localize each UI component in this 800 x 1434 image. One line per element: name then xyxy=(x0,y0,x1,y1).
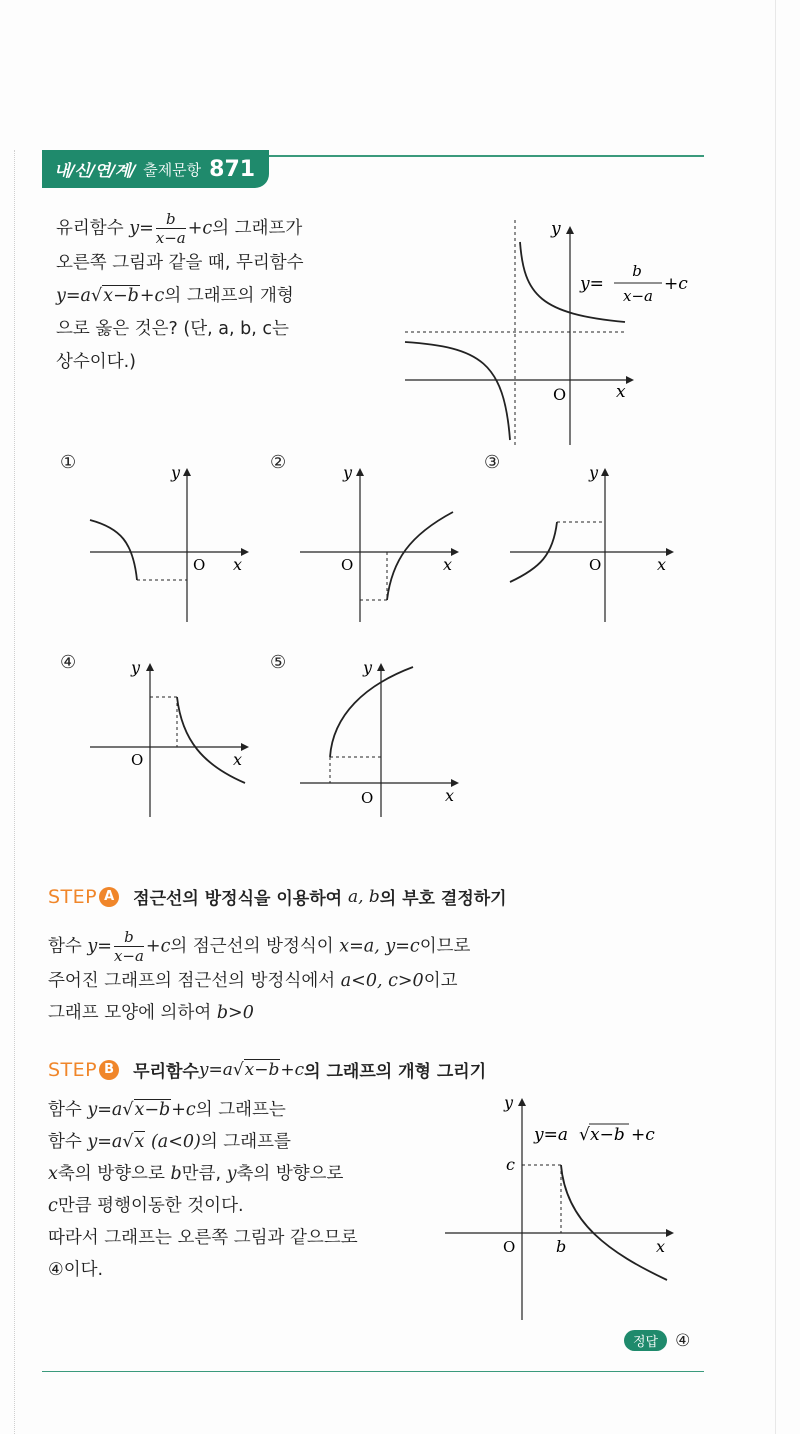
x-label: x xyxy=(443,555,453,574)
problem-badge xyxy=(42,150,269,188)
curve xyxy=(330,667,413,757)
series-label: 내/신/연/계/ xyxy=(54,160,136,180)
solution-graph xyxy=(440,1088,690,1324)
math: +c xyxy=(145,936,171,957)
math: (a<0) xyxy=(145,1132,201,1152)
text: 그래프 모양에 의하여 xyxy=(48,1003,217,1023)
math: y=a xyxy=(87,1100,123,1120)
step-b-line-3 xyxy=(48,1158,358,1190)
text: 무리함수 xyxy=(133,1062,199,1082)
y-label: y xyxy=(504,1093,514,1112)
problem-line-2: 오른쪽 그림과 같을 때, 무리함수 xyxy=(56,253,304,273)
x-label: x xyxy=(656,1237,666,1256)
math: c xyxy=(48,1196,58,1216)
step-label: STEP xyxy=(48,1058,98,1081)
radicand: x xyxy=(134,1132,145,1152)
step-a-body xyxy=(48,928,470,1029)
text: 의 그래프의 개형 xyxy=(164,286,294,306)
math: a<0, c>0 xyxy=(340,971,424,991)
problem-line-4: 으로 옳은 것은? (단, a, b, c는 xyxy=(56,319,289,339)
footer-rule xyxy=(42,1371,704,1372)
step-label: STEP xyxy=(48,885,98,908)
equation-rhs: +c xyxy=(664,274,688,294)
denominator: x−a xyxy=(155,229,186,247)
step-a-line-1 xyxy=(48,928,470,965)
math: a, b xyxy=(347,886,380,907)
equation-radicand: x−b xyxy=(590,1125,625,1145)
step-a-line-2 xyxy=(48,965,470,997)
x-axis-label: x xyxy=(616,382,626,402)
y-axis-arrow xyxy=(146,663,154,671)
text: 만큼, xyxy=(181,1164,227,1184)
answer-badge: 정답 xyxy=(624,1330,667,1351)
step-b-line-1 xyxy=(48,1094,358,1126)
fraction xyxy=(156,210,186,247)
choice-3-graph[interactable] xyxy=(505,460,680,630)
y-label: y xyxy=(343,463,353,482)
choice-2-mark[interactable]: ② xyxy=(270,452,287,473)
b-label: b xyxy=(556,1237,567,1256)
step-b-title xyxy=(48,1057,486,1082)
origin-label: O xyxy=(553,385,567,404)
math: y xyxy=(226,1164,237,1184)
text: 의 그래프는 xyxy=(195,1100,286,1120)
hyperbola-graph xyxy=(400,210,700,450)
text: 의 그래프를 xyxy=(200,1132,291,1152)
x-label: x xyxy=(233,555,243,574)
choice-1-graph[interactable] xyxy=(85,460,255,630)
step-b-line-6: ④이다. xyxy=(48,1260,104,1280)
math: y= xyxy=(129,218,154,239)
origin-label: O xyxy=(131,751,144,769)
math: y= xyxy=(87,936,112,957)
text: 축의 방향으로 xyxy=(236,1164,344,1184)
step-letter-badge: B xyxy=(99,1060,119,1080)
radicand: x−b xyxy=(134,1100,171,1120)
text: 의 그래프가 xyxy=(212,218,303,239)
x-axis-arrow xyxy=(241,743,249,751)
y-label: y xyxy=(589,463,599,482)
origin-label: O xyxy=(589,556,602,574)
x-axis-arrow xyxy=(626,376,634,384)
origin-label: O xyxy=(341,556,354,574)
y-axis-arrow xyxy=(356,468,364,476)
origin-label: O xyxy=(503,1238,516,1256)
radicand: x−b xyxy=(244,1060,280,1080)
sqrt-symbol: √ xyxy=(122,1100,134,1120)
choice-3-mark[interactable]: ③ xyxy=(484,452,501,473)
origin-label: O xyxy=(361,789,374,807)
x-axis-arrow xyxy=(666,1229,674,1237)
choice-5-graph[interactable] xyxy=(295,655,465,825)
text: 이고 xyxy=(423,971,458,991)
problem-number: 871 xyxy=(209,156,256,182)
equation-numerator: b xyxy=(632,262,642,280)
step-letter-badge: A xyxy=(99,887,119,907)
text: 이므로 xyxy=(419,936,471,957)
page-edge xyxy=(775,0,776,1434)
y-label: y xyxy=(171,463,181,482)
math: +c xyxy=(139,286,165,306)
fraction xyxy=(114,928,144,965)
y-label: y xyxy=(131,658,141,677)
margin-dotted-line xyxy=(14,150,15,1434)
x-axis-arrow xyxy=(451,548,459,556)
x-label: x xyxy=(233,750,243,769)
step-b-body xyxy=(48,1094,358,1286)
y-axis-arrow xyxy=(183,468,191,476)
text: 의 점근선의 방정식이 xyxy=(170,936,340,957)
step-a-title xyxy=(48,884,507,909)
x-axis-arrow xyxy=(241,548,249,556)
choice-1-mark[interactable]: ① xyxy=(60,452,77,473)
text: 함수 xyxy=(48,1132,88,1152)
text: 축의 방향으로 xyxy=(57,1164,171,1184)
text: 만큼 평행이동한 것이다. xyxy=(57,1196,244,1216)
step-b-line-2 xyxy=(48,1126,358,1158)
math: +c xyxy=(187,218,213,239)
numerator: b xyxy=(165,210,176,228)
text: 유리함수 xyxy=(56,218,130,239)
problem-statement xyxy=(56,210,376,379)
choice-4-mark[interactable]: ④ xyxy=(60,652,77,673)
step-a-line-3 xyxy=(48,997,470,1029)
sqrt-symbol: √ xyxy=(579,1125,590,1145)
hyperbola-left-branch xyxy=(405,342,510,440)
curve xyxy=(561,1165,667,1280)
answer-value: ④ xyxy=(675,1330,691,1351)
hyperbola-right-branch xyxy=(520,242,625,322)
math: b>0 xyxy=(216,1003,254,1023)
step-b-line-5: 따라서 그래프는 오른쪽 그림과 같으므로 xyxy=(48,1228,358,1248)
math: +c xyxy=(280,1059,305,1080)
y-axis-arrow xyxy=(377,663,385,671)
choice-4-graph[interactable] xyxy=(85,655,255,825)
y-axis-arrow xyxy=(566,226,574,234)
x-axis-arrow xyxy=(666,548,674,556)
equation-lhs: y= xyxy=(580,274,604,294)
math: y=a xyxy=(56,286,91,306)
text: 함수 xyxy=(48,1100,88,1120)
equation-lhs: y=a xyxy=(534,1125,568,1145)
curve xyxy=(90,520,137,580)
problem-line-5: 상수이다.) xyxy=(56,352,137,372)
numerator: b xyxy=(124,928,134,946)
x-label: x xyxy=(657,555,667,574)
problem-line-3 xyxy=(56,280,376,313)
x-label: x xyxy=(445,786,455,805)
kind-label: 출제문항 xyxy=(143,160,202,179)
radicand: x−b xyxy=(103,286,139,306)
curve xyxy=(177,697,245,783)
problem-line-1 xyxy=(56,210,376,247)
equation-denominator: x−a xyxy=(623,287,653,305)
origin-label: O xyxy=(193,556,206,574)
text: 주어진 그래프의 점근선의 방정식에서 xyxy=(48,971,341,991)
step-b-line-4 xyxy=(48,1190,358,1222)
choice-2-graph[interactable] xyxy=(295,460,465,630)
denominator: x−a xyxy=(113,947,144,965)
math: +c xyxy=(171,1100,196,1120)
sqrt-symbol: √ xyxy=(122,1132,134,1152)
answer xyxy=(624,1330,690,1351)
sqrt-symbol: √ xyxy=(90,286,103,306)
math: b xyxy=(170,1164,182,1184)
text: 함수 xyxy=(48,936,88,957)
math: y=a xyxy=(198,1059,233,1080)
c-label: c xyxy=(506,1155,515,1174)
y-axis-arrow xyxy=(518,1098,526,1106)
text: 의 그래프의 개형 그리기 xyxy=(304,1062,487,1082)
text: 의 부호 결정하기 xyxy=(379,889,507,909)
y-axis-arrow xyxy=(601,468,609,476)
equation-rhs: +c xyxy=(631,1125,655,1145)
math: x=a, y=c xyxy=(339,936,420,957)
math: x xyxy=(48,1164,58,1184)
text: 점근선의 방정식을 이용하여 xyxy=(133,889,343,909)
math: y=a xyxy=(87,1132,123,1152)
y-label: y xyxy=(363,658,373,677)
sqrt-symbol: √ xyxy=(232,1059,244,1080)
y-axis-label: y xyxy=(551,219,561,239)
choice-5-mark[interactable]: ⑤ xyxy=(270,652,287,673)
